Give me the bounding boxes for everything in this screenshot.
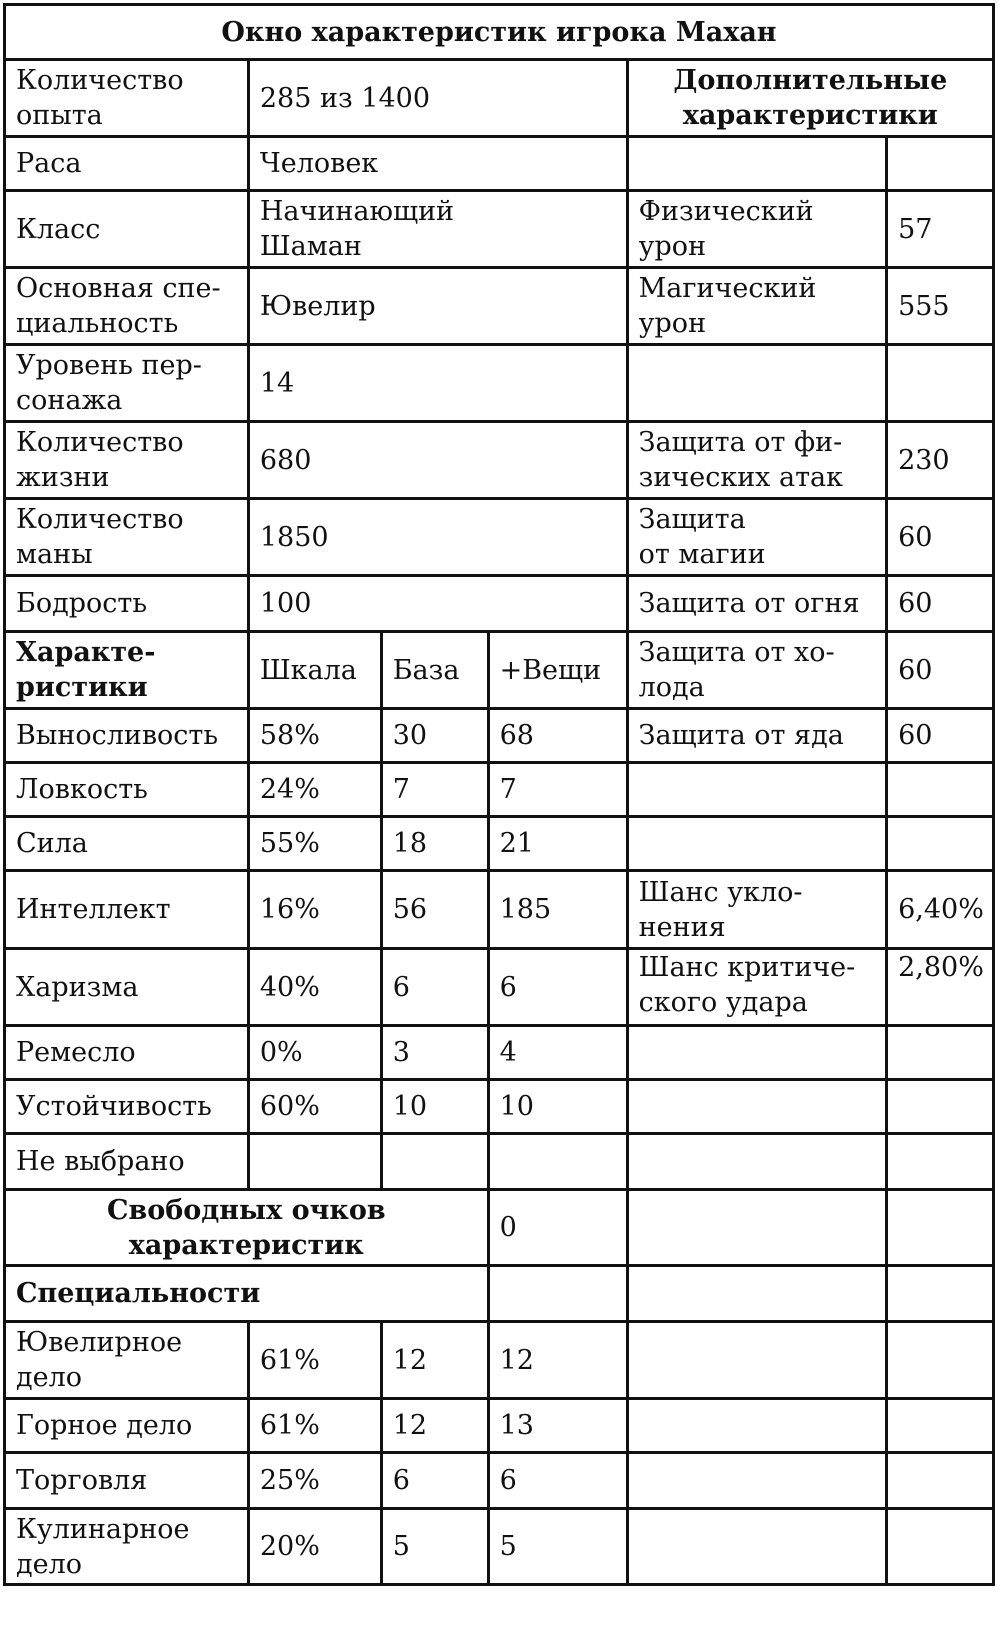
column-header-scale: Шкала xyxy=(248,632,381,709)
table-row xyxy=(5,709,994,763)
additional-empty-cell xyxy=(627,1026,886,1080)
additional-empty-cell xyxy=(627,1399,886,1453)
vigor-row xyxy=(5,576,994,632)
specialty-name: Горное дело xyxy=(5,1399,249,1453)
table-row xyxy=(5,871,994,949)
health-row xyxy=(5,422,994,499)
vigor-label: Бодрость xyxy=(5,576,249,632)
additional-empty-cell xyxy=(627,1322,886,1399)
mana-value: 1850 xyxy=(248,499,627,576)
additional-empty-cell xyxy=(627,1266,886,1322)
stat-name: Устойчивость xyxy=(5,1080,249,1134)
specialty-base: 6 xyxy=(381,1453,488,1509)
stat-name: Харизма xyxy=(5,949,249,1026)
additional-empty-cell xyxy=(887,1266,994,1322)
stat-items xyxy=(488,1134,627,1190)
race-label: Раса xyxy=(5,137,249,191)
specialties-header-row xyxy=(5,1266,994,1322)
class-value: Начинающий Шаман xyxy=(248,191,627,268)
stat-items: 68 xyxy=(488,709,627,763)
table-row xyxy=(5,1509,994,1585)
specialty-base: 12 xyxy=(381,1399,488,1453)
magic-damage-label: Магический урон xyxy=(627,268,886,345)
table-row xyxy=(5,817,994,871)
dodge-label: Шанс укло- нения xyxy=(627,871,886,949)
specialty-base: 5 xyxy=(381,1509,488,1585)
race-value: Человек xyxy=(248,137,627,191)
specialty-base: 12 xyxy=(381,1322,488,1399)
experience-label: Количество опыта xyxy=(5,60,249,137)
table-row xyxy=(5,949,994,1026)
additional-empty-cell xyxy=(887,1134,994,1190)
stats-table xyxy=(3,3,995,1586)
class-label: Класс xyxy=(5,191,249,268)
stat-name: Не выбрано xyxy=(5,1134,249,1190)
column-header-items: +Вещи xyxy=(488,632,627,709)
free-points-label: Свободных очков характеристик xyxy=(5,1190,489,1266)
cold-defense-label: Защита от хо- лода xyxy=(627,632,886,709)
phys-defense-value: 230 xyxy=(887,422,994,499)
additional-empty-cell xyxy=(627,345,886,422)
specialty-scale: 61% xyxy=(248,1322,381,1399)
specialty-name: Кулинарное дело xyxy=(5,1509,249,1585)
level-label: Уровень пер- сонажа xyxy=(5,345,249,422)
additional-empty-cell xyxy=(627,1080,886,1134)
additional-empty-cell xyxy=(887,1080,994,1134)
mana-label: Количество маны xyxy=(5,499,249,576)
level-row xyxy=(5,345,994,422)
stat-base: 18 xyxy=(381,817,488,871)
experience-row xyxy=(5,60,994,137)
stat-name: Выносливость xyxy=(5,709,249,763)
magic-defense-label: Защита от магии xyxy=(627,499,886,576)
stat-base: 10 xyxy=(381,1080,488,1134)
crit-value: 2,80% xyxy=(887,949,994,1026)
window-title: Окно характеристик игрока Махан xyxy=(5,5,994,60)
stat-base: 56 xyxy=(381,871,488,949)
physical-damage-label: Физический урон xyxy=(627,191,886,268)
specialty-name: Ювелирное дело xyxy=(5,1322,249,1399)
table-row xyxy=(5,1399,994,1453)
phys-defense-label: Защита от фи- зических атак xyxy=(627,422,886,499)
stat-scale: 55% xyxy=(248,817,381,871)
additional-empty-cell xyxy=(627,1190,886,1266)
stat-scale xyxy=(248,1134,381,1190)
stat-items: 7 xyxy=(488,763,627,817)
characteristics-header-row xyxy=(5,632,994,709)
health-value: 680 xyxy=(248,422,627,499)
free-points-value: 0 xyxy=(488,1190,627,1266)
fire-defense-label: Защита от огня xyxy=(627,576,886,632)
additional-empty-cell xyxy=(887,763,994,817)
fire-defense-value: 60 xyxy=(887,576,994,632)
race-row xyxy=(5,137,994,191)
stat-items: 6 xyxy=(488,949,627,1026)
dodge-value: 6,40% xyxy=(887,871,994,949)
mana-row xyxy=(5,499,994,576)
table-row xyxy=(5,1080,994,1134)
specialty-row xyxy=(5,268,994,345)
table-row xyxy=(5,1026,994,1080)
stat-scale: 16% xyxy=(248,871,381,949)
poison-defense-label: Защита от яда xyxy=(627,709,886,763)
additional-empty-cell xyxy=(627,137,886,191)
stat-items: 185 xyxy=(488,871,627,949)
magic-defense-value: 60 xyxy=(887,499,994,576)
stat-base xyxy=(381,1134,488,1190)
additional-empty-cell xyxy=(627,1453,886,1509)
poison-defense-value: 60 xyxy=(887,709,994,763)
table-row xyxy=(5,763,994,817)
stat-base: 7 xyxy=(381,763,488,817)
specialty-items: 6 xyxy=(488,1453,627,1509)
stat-scale: 40% xyxy=(248,949,381,1026)
cold-defense-value: 60 xyxy=(887,632,994,709)
column-header-base: База xyxy=(381,632,488,709)
stat-scale: 60% xyxy=(248,1080,381,1134)
stat-items: 21 xyxy=(488,817,627,871)
stat-base: 6 xyxy=(381,949,488,1026)
stat-scale: 0% xyxy=(248,1026,381,1080)
character-stats-window xyxy=(3,3,995,1635)
specialties-header: Специальности xyxy=(5,1266,489,1322)
specialty-items: 13 xyxy=(488,1399,627,1453)
vigor-value: 100 xyxy=(248,576,627,632)
experience-value: 285 из 1400 xyxy=(248,60,627,137)
additional-empty-cell xyxy=(887,1190,994,1266)
specialty-scale: 20% xyxy=(248,1509,381,1585)
specialty-items: 12 xyxy=(488,1322,627,1399)
additional-empty-cell xyxy=(887,1509,994,1585)
additional-empty-cell xyxy=(887,1026,994,1080)
additional-empty-cell xyxy=(627,1509,886,1585)
table-row xyxy=(5,1322,994,1399)
specialty-value: Ювелир xyxy=(248,268,627,345)
specialty-scale: 25% xyxy=(248,1453,381,1509)
stat-name: Интеллект xyxy=(5,871,249,949)
magic-damage-value: 555 xyxy=(887,268,994,345)
additional-empty-cell xyxy=(887,137,994,191)
specialty-label: Основная спе- циальность xyxy=(5,268,249,345)
stat-base: 3 xyxy=(381,1026,488,1080)
additional-empty-cell xyxy=(627,817,886,871)
additional-empty-cell xyxy=(887,1322,994,1399)
additional-header: Дополнительные характеристики xyxy=(627,60,993,137)
level-value: 14 xyxy=(248,345,627,422)
table-row xyxy=(5,1453,994,1509)
table-row xyxy=(5,1134,994,1190)
additional-empty-cell xyxy=(887,1399,994,1453)
additional-empty-cell xyxy=(627,1134,886,1190)
additional-empty-cell xyxy=(627,763,886,817)
title-row xyxy=(5,5,994,60)
additional-empty-cell xyxy=(887,345,994,422)
specialty-name: Торговля xyxy=(5,1453,249,1509)
class-row xyxy=(5,191,994,268)
stat-items: 4 xyxy=(488,1026,627,1080)
health-label: Количество жизни xyxy=(5,422,249,499)
stat-base: 30 xyxy=(381,709,488,763)
stat-scale: 24% xyxy=(248,763,381,817)
free-points-row xyxy=(5,1190,994,1266)
stat-name: Ловкость xyxy=(5,763,249,817)
specialty-items: 5 xyxy=(488,1509,627,1585)
empty-cell xyxy=(488,1266,627,1322)
crit-label: Шанс критиче- ского удара xyxy=(627,949,886,1026)
stat-items: 10 xyxy=(488,1080,627,1134)
characteristics-header: Характе- ристики xyxy=(5,632,249,709)
specialty-scale: 61% xyxy=(248,1399,381,1453)
stat-name: Ремесло xyxy=(5,1026,249,1080)
additional-empty-cell xyxy=(887,1453,994,1509)
stat-scale: 58% xyxy=(248,709,381,763)
additional-empty-cell xyxy=(887,817,994,871)
stat-name: Сила xyxy=(5,817,249,871)
physical-damage-value: 57 xyxy=(887,191,994,268)
